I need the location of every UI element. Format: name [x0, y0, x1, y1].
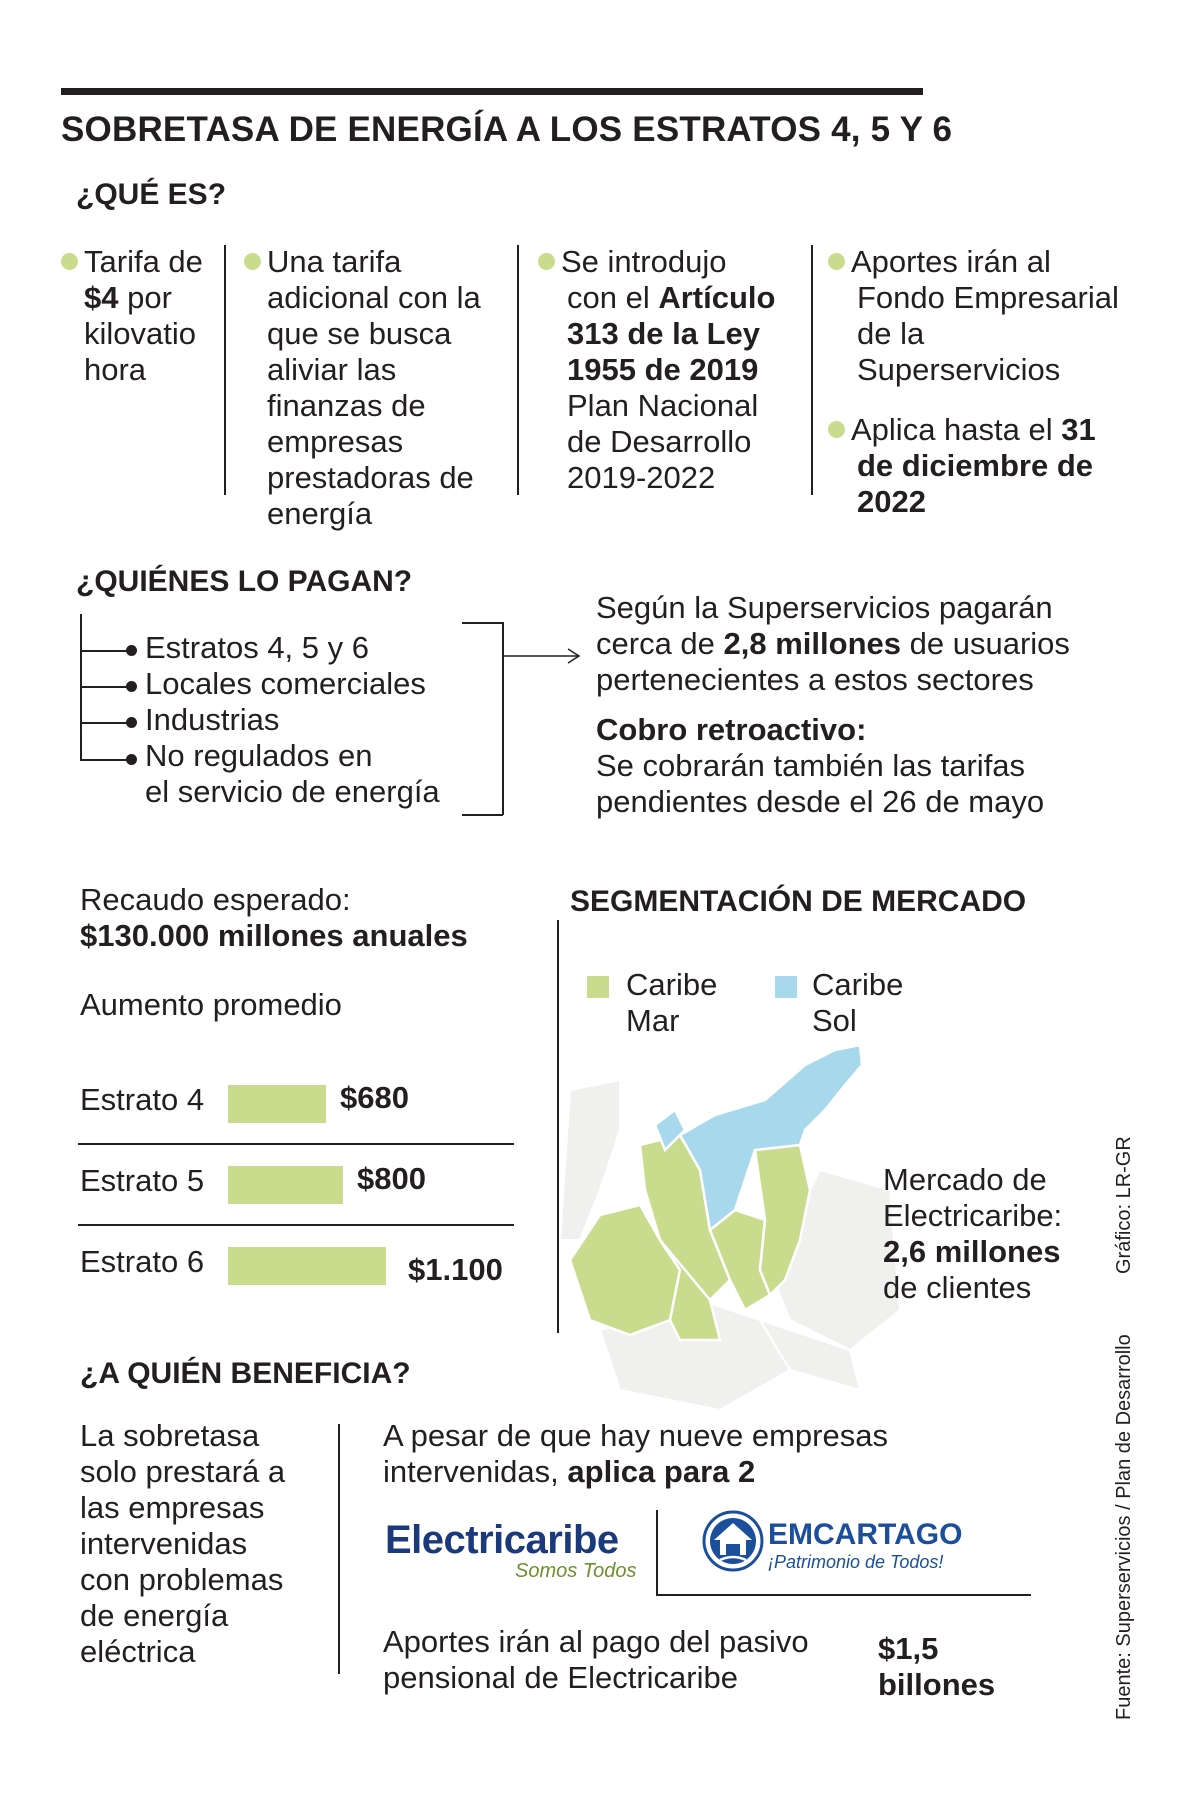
- que-es-col4: Aportes irán al Fondo Empresarial de la Superservicios Aplica hasta el 31 de diciembre de 2022: [828, 244, 1128, 520]
- bar-category-label: Estrato 4: [80, 1082, 205, 1117]
- recaudo-value: $130.000 millones anuales: [80, 918, 468, 953]
- divider: [338, 1424, 340, 1674]
- electricaribe-logo: Electricaribe Somos Todos: [385, 1518, 637, 1582]
- beneficia-right: A pesar de que hay nueve empresas intervenidas, aplica para 2: [383, 1418, 888, 1489]
- list-item: Industrias: [145, 702, 280, 737]
- top-rule: [61, 88, 923, 95]
- quienes-heading: ¿QUIÉNES LO PAGAN?: [76, 565, 413, 598]
- chart-subtitle: Aumento promedio: [80, 987, 342, 1022]
- bar: [228, 1085, 326, 1123]
- legend-swatch-mar: [587, 976, 609, 998]
- que-es-col3: Se introdujo con el Artículo 313 de la Ley 1955 de 2019 Plan Nacional de Desarrollo 2019-2022: [538, 244, 808, 496]
- caribe-region-map: [560, 1040, 900, 1410]
- recaudo-label: Recaudo esperado:: [80, 882, 351, 917]
- bullet-dot-icon: [126, 681, 137, 692]
- bullet-dot-icon: [828, 421, 845, 438]
- bracket: [462, 814, 503, 816]
- divider: [224, 245, 226, 495]
- emcartago-logo: EMCARTAGO ¡Patrimonio de Todos!: [768, 1518, 963, 1572]
- row-divider: [78, 1224, 514, 1226]
- recaudo-block: [80, 882, 468, 954]
- cobro-heading: Cobro retroactivo:: [596, 712, 867, 747]
- bullet-dot-icon: [538, 253, 555, 270]
- bullet-dot-icon: [126, 717, 137, 728]
- quienes-right: Según la Superservicios pagarán cerca de 2,8 millones de usuarios pertenecientes a estos sectores Cobro retroactivo: Se cobrarán también las tarifas pendientes desde el 26 de mayo: [596, 590, 1070, 819]
- bar-category-label: Estrato 6: [80, 1244, 205, 1279]
- bar-value-label: $1.100: [408, 1252, 503, 1287]
- quienes-list: Estratos 4, 5 y 6 Locales comerciales Industrias No regulados en el servicio de energía: [145, 630, 440, 809]
- divider: [811, 245, 813, 495]
- list-item: Locales comerciales: [145, 666, 426, 701]
- bullet-dot-icon: [61, 253, 78, 270]
- que-es-col1: Tarifa de $4 por kilovatio hora: [61, 244, 221, 388]
- que-es-heading: ¿QUÉ ES?: [76, 178, 227, 211]
- source-credit: Fuente: Superservicios / Plan de Desarrollo: [1113, 1334, 1135, 1720]
- page-title: SOBRETASA DE ENERGÍA A LOS ESTRATOS 4, 5 Y 6: [61, 110, 953, 149]
- divider: [656, 1594, 1031, 1596]
- row-divider: [78, 1143, 514, 1145]
- tree-branch: [80, 686, 130, 688]
- emcartago-emblem-icon: [702, 1510, 764, 1572]
- segmentacion-heading: SEGMENTACIÓN DE MERCADO: [570, 885, 1027, 918]
- arrow-right-icon: [502, 644, 582, 668]
- beneficia-heading: ¿A QUIÉN BENEFICIA?: [80, 1357, 411, 1390]
- graphic-credit: Gráfico: LR-GR: [1113, 1136, 1135, 1274]
- tree-branch: [80, 722, 130, 724]
- legend-mar: Caribe Mar: [626, 967, 718, 1038]
- bracket: [462, 622, 503, 624]
- bar-value-label: $680: [340, 1080, 409, 1115]
- bar: [228, 1166, 343, 1204]
- bullet-dot-icon: [244, 253, 261, 270]
- pasivo-amount: $1,5 billones: [878, 1631, 996, 1702]
- bullet-dot-icon: [126, 754, 137, 765]
- bar: [228, 1247, 386, 1285]
- legend-sol: Caribe Sol: [812, 967, 904, 1038]
- list-item: No regulados en: [145, 738, 373, 773]
- mercado-block: Mercado de Electricaribe: 2,6 millones de clientes: [883, 1162, 1063, 1305]
- legend-swatch-sol: [775, 976, 797, 998]
- bullet-dot-icon: [126, 645, 137, 656]
- bar-value-label: $800: [357, 1161, 426, 1196]
- divider: [656, 1510, 658, 1595]
- beneficia-left: La sobretasa solo prestará a las empresas intervenidas con problemas de energía eléctrica: [80, 1418, 286, 1669]
- aumento-bar-chart: [78, 1055, 518, 1305]
- que-es-col2: Una tarifa adicional con la que se busca aliviar las finanzas de empresas prestadoras de energía: [244, 244, 514, 532]
- tree-branch: [80, 650, 130, 652]
- aportes-block: Aportes irán al pago del pasivo pensional de Electricaribe: [383, 1624, 809, 1695]
- list-item: Estratos 4, 5 y 6: [145, 630, 369, 665]
- bar-category-label: Estrato 5: [80, 1163, 205, 1198]
- divider: [557, 920, 559, 1333]
- divider: [517, 245, 519, 495]
- tree-branch: [80, 759, 130, 761]
- bullet-dot-icon: [828, 253, 845, 270]
